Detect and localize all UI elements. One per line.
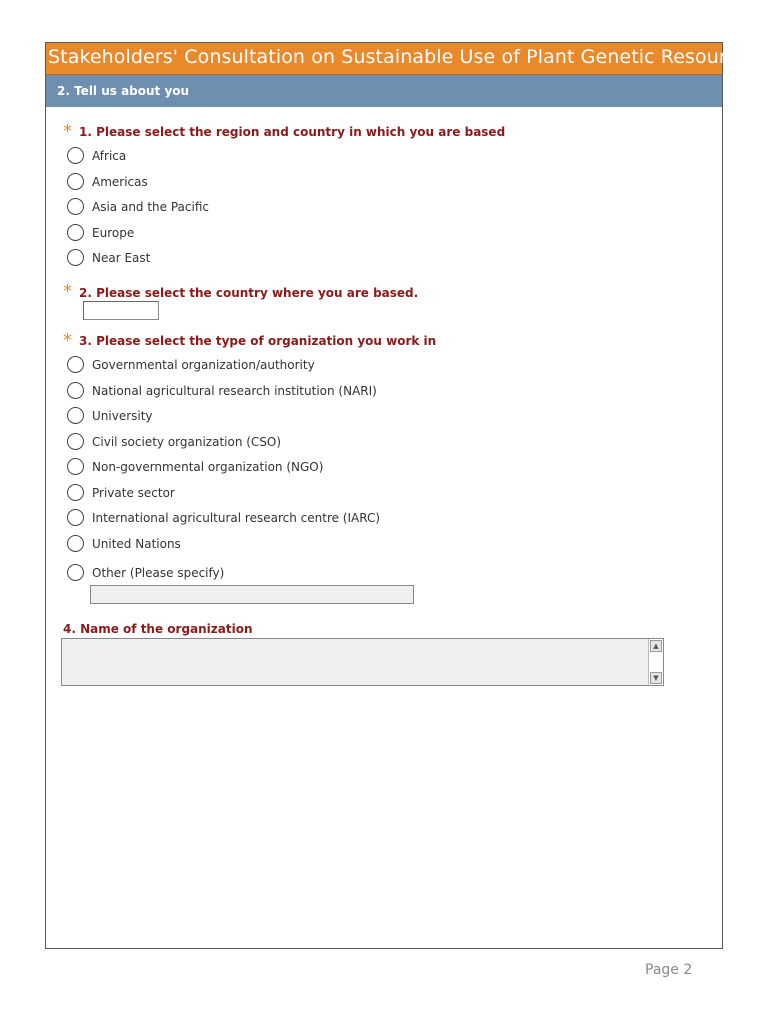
country-select[interactable] xyxy=(83,301,159,320)
option-label: University xyxy=(92,409,153,423)
required-asterisk-icon: * xyxy=(63,281,72,302)
radio-button[interactable] xyxy=(67,173,84,190)
radio-button[interactable] xyxy=(67,407,84,424)
question-3-label: 3. Please select the type of organization you work in xyxy=(79,334,437,348)
question-2-label: 2. Please select the country where you are based. xyxy=(79,286,419,300)
scroll-up-icon[interactable]: ▲ xyxy=(650,640,662,652)
radio-button[interactable] xyxy=(67,433,84,450)
radio-button[interactable] xyxy=(67,224,84,241)
option-label: Civil society organization (CSO) xyxy=(92,435,282,449)
textarea-scrollbar[interactable] xyxy=(648,639,663,685)
radio-button[interactable] xyxy=(67,198,84,215)
radio-button[interactable] xyxy=(67,564,84,581)
option-label: National agricultural research institution (NARI) xyxy=(92,384,377,398)
option-label: Europe xyxy=(92,226,135,240)
radio-button[interactable] xyxy=(67,382,84,399)
required-asterisk-icon: * xyxy=(63,121,72,142)
other-specify-input[interactable] xyxy=(90,585,414,604)
section-title: 2. Tell us about you xyxy=(57,84,190,98)
section-header-bar xyxy=(46,75,722,107)
option-label: United Nations xyxy=(92,537,181,551)
option-label: Non-governmental organization (NGO) xyxy=(92,460,324,474)
survey-title: Stakeholders' Consultation on Sustainable Use of Plant Genetic Resources xyxy=(48,46,759,68)
radio-button[interactable] xyxy=(67,249,84,266)
radio-button[interactable] xyxy=(67,458,84,475)
option-label: International agricultural research centre (IARC) xyxy=(92,511,381,525)
survey-title-bar xyxy=(46,43,759,75)
question-1-label: 1. Please select the region and country in which you are based xyxy=(79,125,506,139)
option-label: Other (Please specify) xyxy=(92,566,225,580)
survey-page xyxy=(45,42,759,949)
option-label: Americas xyxy=(92,175,148,189)
option-label: Private sector xyxy=(92,486,175,500)
option-label: Asia and the Pacific xyxy=(92,200,209,214)
option-label: Africa xyxy=(92,149,127,163)
scroll-down-icon[interactable]: ▼ xyxy=(650,672,662,684)
radio-button[interactable] xyxy=(67,484,84,501)
radio-button[interactable] xyxy=(67,147,84,164)
question-4-label: 4. Name of the organization xyxy=(63,622,253,636)
option-label: Governmental organization/authority xyxy=(92,358,315,372)
page-number: Page 2 xyxy=(645,962,693,978)
radio-button[interactable] xyxy=(67,535,84,552)
radio-button[interactable] xyxy=(67,509,84,526)
option-label: Near East xyxy=(92,251,151,265)
required-asterisk-icon: * xyxy=(63,330,72,351)
organization-name-textarea[interactable] xyxy=(61,638,664,686)
radio-button[interactable] xyxy=(67,356,84,373)
